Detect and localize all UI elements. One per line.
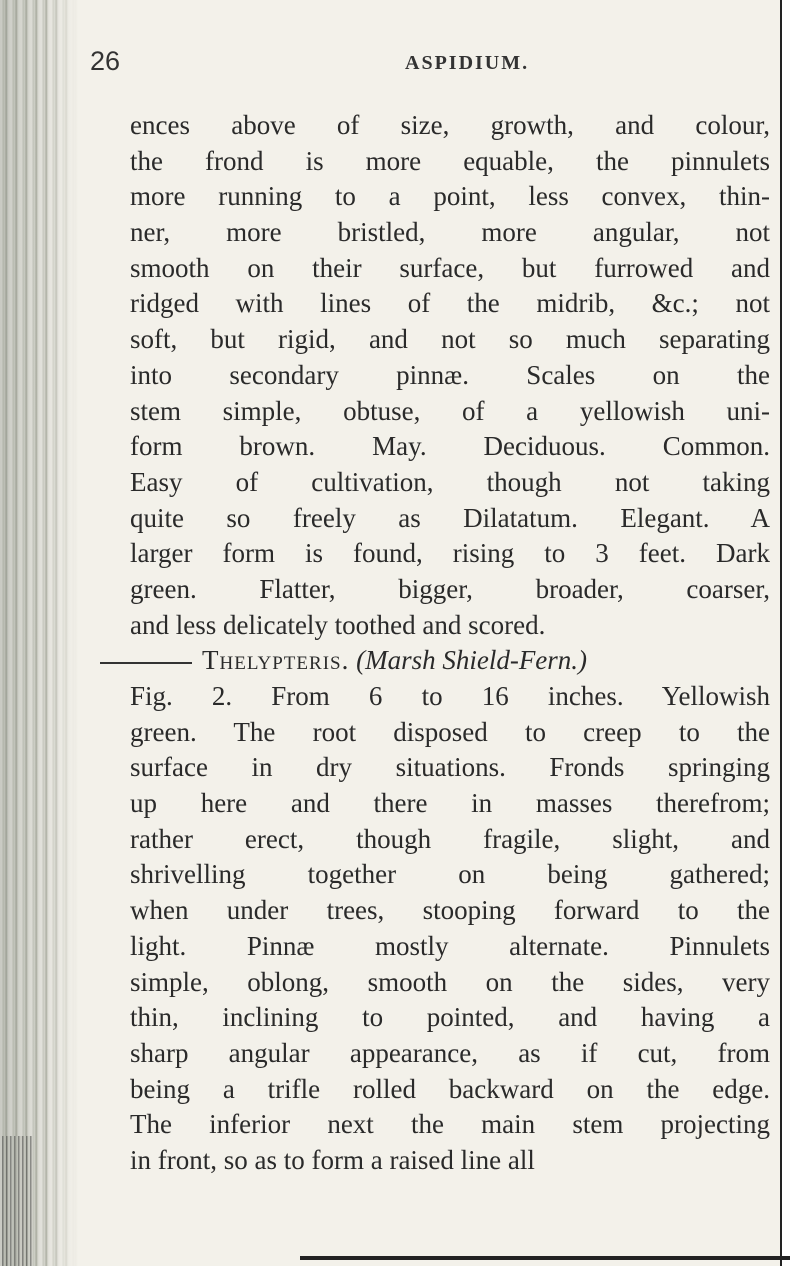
species-common-name: (Marsh Shield-Fern.) xyxy=(356,645,588,676)
text-line: stem simple, obtuse, of a yellowish uni- xyxy=(130,395,770,426)
text-line: ridged with lines of the midrib, &c.; not xyxy=(130,288,770,319)
heading-dash xyxy=(100,662,192,664)
text-line: shrivelling together on being gathered; xyxy=(130,859,770,890)
species-heading xyxy=(130,643,770,679)
text-line: Easy of cultivation, though not taking xyxy=(130,466,770,497)
text-line: simple, oblong, smooth on the sides, very xyxy=(130,966,770,997)
text-line: soft, but rigid, and not so much separating xyxy=(130,324,770,355)
text-line: form brown. May. Deciduous. Common. xyxy=(130,431,770,462)
book-gutter xyxy=(0,0,78,1266)
text-line: rather erect, though fragile, slight, and xyxy=(130,823,770,854)
text-line: in front, so as to form a raised line all xyxy=(130,1144,535,1175)
text-line: The inferior next the main stem projecting xyxy=(130,1109,770,1140)
text-line: green. The root disposed to creep to the xyxy=(130,716,770,747)
text-line: green. Flatter, bigger, broader, coarser, xyxy=(130,573,770,604)
species-name: Thelypteris. xyxy=(202,645,350,676)
body-text xyxy=(130,108,770,1179)
text-line: quite so freely as Dilatatum. Elegant. A xyxy=(130,502,770,533)
text-line: the frond is more equable, the pinnulets xyxy=(130,145,770,176)
text-line: smooth on their surface, but furrowed and xyxy=(130,252,770,283)
text-line: surface in dry situations. Fronds springing xyxy=(130,752,770,783)
page-right-edge xyxy=(780,0,800,1266)
page-bottom-edge xyxy=(300,1256,790,1260)
running-head: ASPIDIUM. xyxy=(405,52,530,74)
text-line: Fig. 2. From 6 to 16 inches. Yellowish xyxy=(130,681,770,711)
text-line: sharp angular appearance, as if cut, from xyxy=(130,1037,770,1068)
text-line: ences above of size, growth, and colour, xyxy=(130,110,770,140)
page-number: 26 xyxy=(90,46,121,76)
text-line: into secondary pinnæ. Scales on the xyxy=(130,359,770,390)
text-line: being a trifle rolled backward on the edge. xyxy=(130,1073,770,1104)
gutter-shadow xyxy=(2,1136,32,1266)
text-line: light. Pinnæ mostly alternate. Pinnulets xyxy=(130,930,770,961)
text-line: more running to a point, less convex, thin- xyxy=(130,181,770,212)
text-line: thin, inclining to pointed, and having a xyxy=(130,1002,770,1033)
text-line: ner, more bristled, more angular, not xyxy=(130,217,770,248)
text-line: up here and there in masses therefrom; xyxy=(130,788,770,819)
text-line: and less delicately toothed and scored. xyxy=(130,609,546,640)
text-line: when under trees, stooping forward to the xyxy=(130,895,770,926)
text-line: larger form is found, rising to 3 feet. Dark xyxy=(130,538,770,569)
